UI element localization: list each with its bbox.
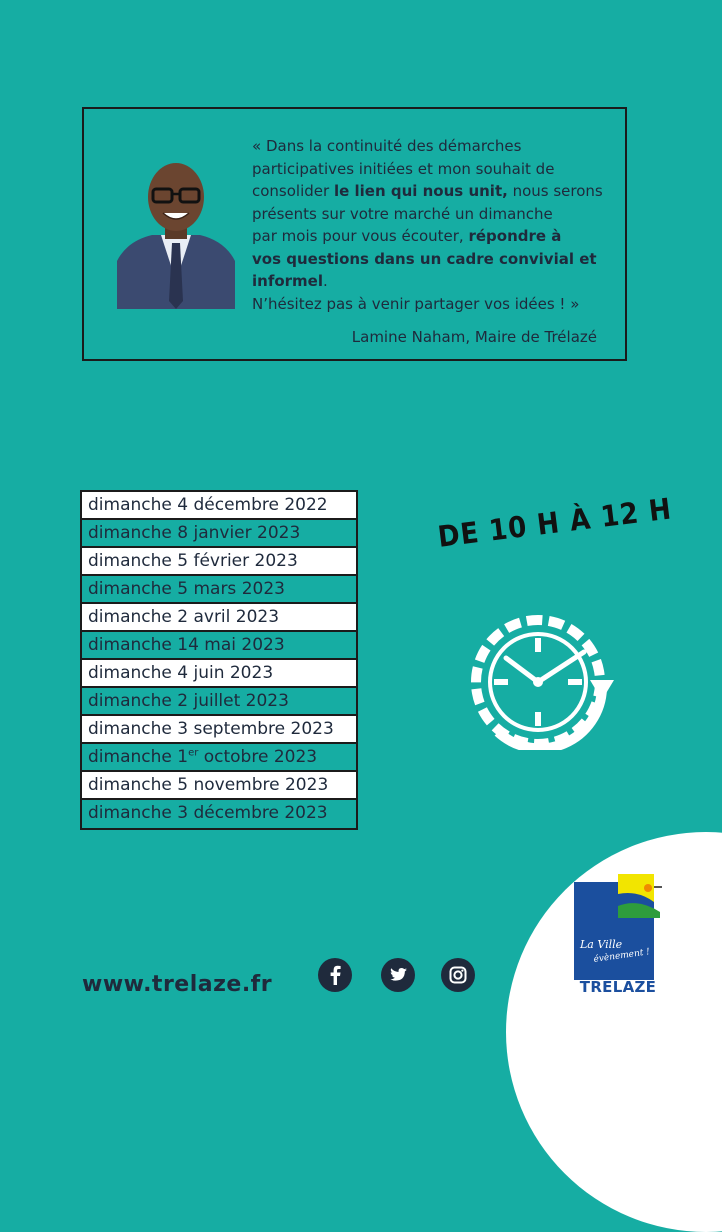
quote-emphasis: répondre à xyxy=(468,227,562,245)
date-row xyxy=(82,632,356,660)
quote-author: Lamine Naham, Maire de Trélazé xyxy=(351,328,597,346)
date-text: dimanche 8 janvier 2023 xyxy=(88,523,301,543)
date-text: dimanche 14 mai 2023 xyxy=(88,635,285,655)
twitter-icon xyxy=(381,958,415,992)
facebook-icon xyxy=(318,958,352,992)
date-row xyxy=(82,548,356,576)
date-row xyxy=(82,716,356,744)
quote-segment: par mois pour vous écouter, xyxy=(252,227,469,245)
instagram-icon xyxy=(441,958,475,992)
quote-segment: nous serons xyxy=(507,182,603,200)
quote-segment: participatives initiées et mon souhait de xyxy=(252,159,555,178)
date-row xyxy=(82,800,356,828)
website-link[interactable]: www.trelaze.fr xyxy=(82,972,273,997)
date-row xyxy=(82,660,356,688)
dates-table xyxy=(80,490,358,830)
date-text: dimanche 2 juillet 2023 xyxy=(88,691,289,711)
date-text: dimanche 1 xyxy=(88,747,189,767)
date-text: dimanche 5 novembre 2023 xyxy=(88,775,329,795)
date-text: dimanche 4 décembre 2022 xyxy=(88,495,328,515)
instagram-link[interactable] xyxy=(441,958,475,992)
quote-segment: « Dans la continuité des démarches xyxy=(252,137,522,155)
date-text: dimanche 4 juin 2023 xyxy=(88,663,274,683)
quote-segment: présents sur votre marché un dimanche xyxy=(252,204,553,223)
quote-segment: consolider xyxy=(252,182,334,200)
date-row xyxy=(82,744,356,772)
date-text: dimanche 3 septembre 2023 xyxy=(88,719,334,739)
quote-segment: N’hésitez pas à venir partager vos idées ! » xyxy=(252,294,580,313)
quote-emphasis: informel xyxy=(252,272,323,290)
quote-emphasis: le lien qui nous unit, xyxy=(333,182,508,200)
quote-box xyxy=(82,107,627,361)
date-ordinal: er xyxy=(188,747,199,759)
mayor-portrait xyxy=(117,151,235,309)
logo-tagline-line2: évènement ! xyxy=(593,947,651,965)
clock-icon xyxy=(466,614,618,750)
hours-heading: DE 10 H À 12 H xyxy=(435,491,674,554)
quote-emphasis: vos questions dans un cadre convivial et xyxy=(252,249,597,268)
twitter-link[interactable] xyxy=(381,958,415,992)
date-row xyxy=(82,576,356,604)
date-row xyxy=(82,772,356,800)
logo-tagline-line1: La Ville xyxy=(580,938,623,951)
quote-segment: . xyxy=(323,272,328,290)
date-row xyxy=(82,604,356,632)
date-text: dimanche 2 avril 2023 xyxy=(88,607,280,627)
date-text: dimanche 5 mars 2023 xyxy=(88,579,285,599)
date-text: dimanche 5 février 2023 xyxy=(88,551,298,571)
date-row xyxy=(82,520,356,548)
date-text-rest: octobre 2023 xyxy=(198,747,318,767)
date-row xyxy=(82,688,356,716)
date-row xyxy=(82,492,356,520)
facebook-link[interactable] xyxy=(318,958,352,992)
logo-name: TRÉLAZÉ xyxy=(579,978,657,996)
mayor-quote xyxy=(252,135,612,315)
date-text: dimanche 3 décembre 2023 xyxy=(88,803,328,823)
